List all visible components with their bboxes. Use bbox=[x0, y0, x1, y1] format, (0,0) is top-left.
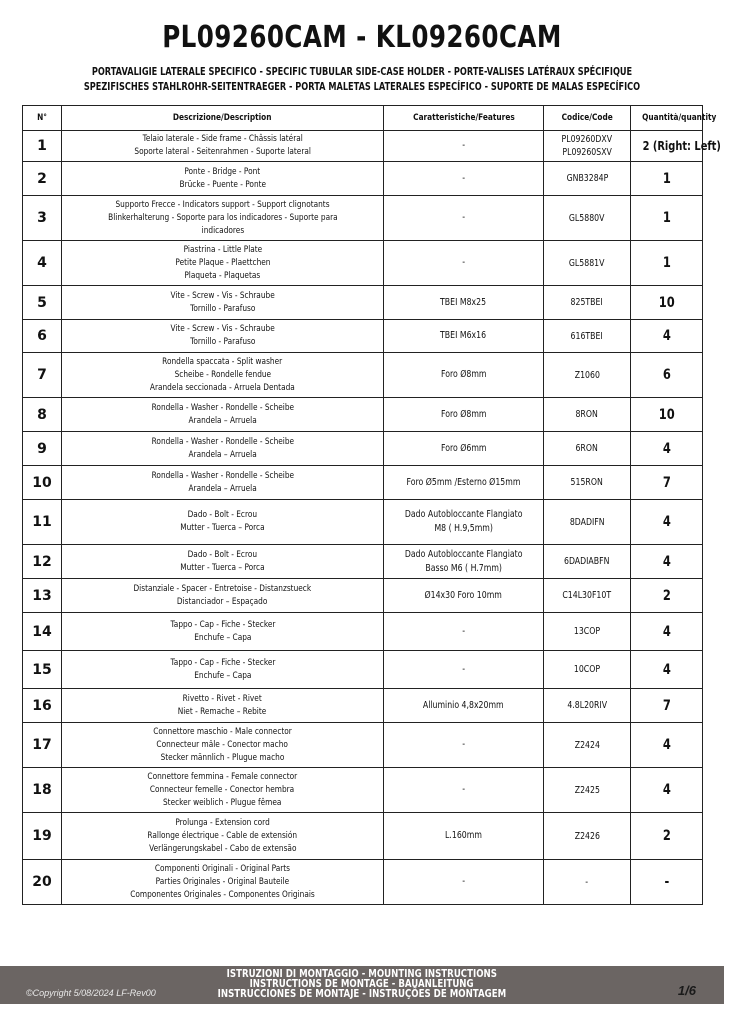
row-quantity: 4 bbox=[631, 500, 703, 545]
row-quantity: 1 bbox=[631, 241, 703, 286]
row-quantity: 1 bbox=[631, 162, 703, 196]
row-quantity: 2 bbox=[631, 813, 703, 860]
description-line: Arandela – Arruela bbox=[188, 483, 257, 494]
row-code bbox=[544, 500, 631, 545]
row-quantity: - bbox=[631, 860, 703, 905]
row-code bbox=[544, 723, 631, 768]
description-line: Blinkerhalterung - Soporte para los indicadores - Suporte para bbox=[107, 212, 338, 223]
table-row bbox=[23, 131, 703, 162]
row-number: 19 bbox=[23, 813, 62, 860]
row-quantity: 6 bbox=[631, 353, 703, 398]
row-number: 5 bbox=[23, 286, 62, 320]
row-quantity: 4 bbox=[631, 651, 703, 689]
description-line: Tornillo - Parafuso bbox=[189, 337, 256, 347]
row-number: 4 bbox=[23, 241, 62, 286]
row-code bbox=[544, 241, 631, 286]
description-line: Rondella - Washer - Rondelle - Scheibe bbox=[151, 436, 294, 447]
row-description bbox=[62, 651, 384, 689]
code-line: PL09260SXV bbox=[562, 147, 612, 158]
row-features: Dado Autobloccante Flangiato M8 ( H.9,5mm) bbox=[384, 500, 544, 545]
description-line: Distanciador – Espaçado bbox=[177, 596, 268, 607]
description-line: Niet - Remache – Rebite bbox=[178, 706, 267, 717]
row-code bbox=[544, 613, 631, 651]
row-description bbox=[62, 500, 384, 545]
row-description bbox=[62, 432, 384, 466]
row-code bbox=[544, 651, 631, 689]
row-number: 12 bbox=[23, 545, 62, 579]
row-quantity: 4 bbox=[631, 320, 703, 353]
description-line: Connettore femmina - Female connector bbox=[147, 771, 298, 782]
code-line: 6DADIABFN bbox=[564, 556, 610, 567]
row-number: 8 bbox=[23, 398, 62, 432]
description-line: Mutter - Tuerca – Porca bbox=[180, 562, 265, 573]
description-line: Petite Plaque - Plaettchen bbox=[174, 257, 271, 268]
description-line: Soporte lateral - Seitenrahmen - Suporte lateral bbox=[134, 147, 311, 157]
row-code bbox=[544, 162, 631, 196]
description-line: Arandela seccionada - Arruela Dentada bbox=[150, 382, 295, 393]
code-line: 10COP bbox=[573, 664, 601, 675]
row-features: Ø14x30 Foro 10mm bbox=[384, 579, 544, 613]
row-description bbox=[62, 613, 384, 651]
row-number: 13 bbox=[23, 579, 62, 613]
table-row bbox=[23, 813, 703, 860]
row-description bbox=[62, 466, 384, 500]
description-line: Componenti Originali - Original Parts bbox=[154, 863, 291, 874]
description-line: Connecteur femelle - Conector hembra bbox=[150, 784, 295, 795]
row-features: L.160mm bbox=[384, 813, 544, 860]
row-features: TBEI M6x16 bbox=[384, 320, 544, 353]
row-description bbox=[62, 398, 384, 432]
code-line: GNB3284P bbox=[566, 173, 608, 184]
description-line: Tappo - Cap - Fiche - Stecker bbox=[170, 619, 275, 630]
page-number: 1/6 bbox=[677, 983, 696, 998]
row-quantity: 1 bbox=[631, 196, 703, 241]
description-line: Dado - Bolt - Ecrou bbox=[187, 549, 258, 560]
code-line: 8DADIFN bbox=[569, 516, 605, 528]
row-quantity: 10 bbox=[631, 398, 703, 432]
description-line: Telaio laterale - Side frame - Châssis latéral bbox=[142, 134, 303, 144]
row-features: - bbox=[384, 131, 544, 162]
row-quantity: 2 (Right: Left) bbox=[631, 131, 703, 162]
description-line: Plaqueta - Plaquetas bbox=[184, 270, 261, 281]
row-code bbox=[544, 398, 631, 432]
row-code bbox=[544, 545, 631, 579]
table-row bbox=[23, 651, 703, 689]
table-row bbox=[23, 398, 703, 432]
row-code bbox=[544, 196, 631, 241]
column-header-description: Descrizione/Description bbox=[62, 106, 384, 131]
code-line: Z1060 bbox=[574, 369, 600, 381]
row-features: Foro Ø8mm bbox=[384, 353, 544, 398]
row-features: Alluminio 4,8x20mm bbox=[384, 689, 544, 723]
row-features: Foro Ø6mm bbox=[384, 432, 544, 466]
table-row bbox=[23, 768, 703, 813]
description-line: Rondella - Washer - Rondelle - Scheibe bbox=[151, 402, 294, 413]
row-code bbox=[544, 131, 631, 162]
parts-table-body bbox=[23, 131, 721, 905]
description-line: Rondella spaccata - Split washer bbox=[162, 356, 283, 367]
row-features: - bbox=[384, 723, 544, 768]
row-quantity: 7 bbox=[631, 689, 703, 723]
description-line: Ponte - Bridge - Pont bbox=[184, 166, 261, 177]
description-line: Arandela – Arruela bbox=[188, 415, 257, 426]
code-line: GL5881V bbox=[569, 257, 605, 269]
row-code bbox=[544, 320, 631, 353]
row-number: 2 bbox=[23, 162, 62, 196]
table-row bbox=[23, 613, 703, 651]
row-description bbox=[62, 689, 384, 723]
code-line: 6RON bbox=[575, 443, 599, 454]
description-line: Tappo - Cap - Fiche - Stecker bbox=[170, 657, 275, 668]
row-description bbox=[62, 320, 384, 353]
row-features: - bbox=[384, 241, 544, 286]
row-description bbox=[62, 813, 384, 860]
table-row bbox=[23, 320, 703, 353]
row-features: TBEI M8x25 bbox=[384, 286, 544, 320]
description-line: Prolunga - Extension cord bbox=[175, 817, 270, 828]
row-features: Foro Ø8mm bbox=[384, 398, 544, 432]
column-header-number: N° bbox=[23, 106, 62, 131]
row-number: 11 bbox=[23, 500, 62, 545]
description-line: Scheibe - Rondelle fendue bbox=[174, 369, 271, 380]
row-code bbox=[544, 579, 631, 613]
row-number: 10 bbox=[23, 466, 62, 500]
row-number: 16 bbox=[23, 689, 62, 723]
row-code bbox=[544, 689, 631, 723]
subtitle-line-2: SPEZIFISCHES STAHLROHR-SEITENTRAEGER - PORTA MALETAS LATERALES ESPECÍFICO - SUPORTE DE MALAS ESPECÍFICO bbox=[83, 81, 641, 93]
table-row bbox=[23, 353, 703, 398]
row-code bbox=[544, 432, 631, 466]
code-line: Z2426 bbox=[574, 830, 600, 842]
code-line: PL09260DXV bbox=[561, 134, 613, 145]
code-line: Z2425 bbox=[574, 784, 600, 796]
table-row bbox=[23, 162, 703, 196]
row-features: - bbox=[384, 651, 544, 689]
description-line: Distanziale - Spacer - Entretoise - Distanzstueck bbox=[133, 583, 312, 594]
table-row bbox=[23, 860, 703, 905]
code-line: 515RON bbox=[570, 477, 604, 488]
row-quantity: 4 bbox=[631, 432, 703, 466]
description-line: Stecker männlich - Plugue macho bbox=[160, 752, 285, 763]
row-description bbox=[62, 353, 384, 398]
row-description bbox=[62, 579, 384, 613]
row-number: 17 bbox=[23, 723, 62, 768]
row-description bbox=[62, 162, 384, 196]
row-number: 6 bbox=[23, 320, 62, 353]
row-code bbox=[544, 466, 631, 500]
table-row bbox=[23, 466, 703, 500]
description-line: Componentes Originales - Componentes Originais bbox=[130, 889, 315, 900]
footer-bar bbox=[0, 966, 724, 1004]
code-line: Z2424 bbox=[574, 739, 600, 751]
table-row bbox=[23, 723, 703, 768]
code-line: - bbox=[585, 876, 589, 888]
row-number: 14 bbox=[23, 613, 62, 651]
parts-table bbox=[22, 105, 721, 905]
row-number: 1 bbox=[23, 131, 62, 162]
row-quantity: 4 bbox=[631, 768, 703, 813]
row-quantity: 4 bbox=[631, 545, 703, 579]
row-features: - bbox=[384, 162, 544, 196]
description-line: Piastrina - Little Plate bbox=[183, 244, 262, 255]
table-row bbox=[23, 689, 703, 723]
copyright-text: ©Copyright 5/08/2024 LF-Rev00 bbox=[26, 988, 156, 998]
description-line: Parties Originales - Original Bauteile bbox=[155, 876, 290, 887]
row-features: - bbox=[384, 768, 544, 813]
row-description bbox=[62, 286, 384, 320]
description-line: indicadores bbox=[201, 225, 244, 236]
description-line: Mutter - Tuerca – Porca bbox=[180, 523, 265, 533]
row-quantity: 2 bbox=[631, 579, 703, 613]
subtitle-line-1: PORTAVALIGIE LATERALE SPECIFICO - SPECIFIC TUBULAR SIDE-CASE HOLDER - PORTE-VALISES LATÉRAUX SPÉCIFIQUE bbox=[91, 66, 633, 78]
row-features: - bbox=[384, 196, 544, 241]
row-description bbox=[62, 768, 384, 813]
description-line: Arandela – Arruela bbox=[188, 449, 257, 460]
description-line: Connecteur mâle - Conector macho bbox=[156, 739, 289, 750]
column-header-quantity: Quantità/quantity bbox=[631, 106, 703, 131]
table-row bbox=[23, 196, 703, 241]
code-line: C14L30F10T bbox=[562, 590, 612, 601]
footer-line-1: ISTRUZIONI DI MONTAGGIO - MOUNTING INSTRUCTIONS bbox=[226, 968, 498, 980]
row-number: 18 bbox=[23, 768, 62, 813]
row-description bbox=[62, 196, 384, 241]
row-description bbox=[62, 860, 384, 905]
description-line: Brücke - Puente - Ponte bbox=[179, 179, 266, 190]
row-number: 15 bbox=[23, 651, 62, 689]
row-description bbox=[62, 545, 384, 579]
description-line: Enchufe – Capa bbox=[193, 632, 252, 643]
description-line: Rallonge électrique - Cable de extensión bbox=[147, 830, 298, 841]
description-line: Tornillo - Parafuso bbox=[189, 303, 256, 314]
code-line: 8RON bbox=[575, 409, 599, 420]
row-code bbox=[544, 860, 631, 905]
document-title: PL09260CAM - KL09260CAM bbox=[162, 20, 562, 55]
description-line: Vite - Screw - Vis - Schraube bbox=[170, 290, 275, 301]
description-line: Stecker weiblich - Plugue fêmea bbox=[163, 797, 282, 808]
row-description bbox=[62, 723, 384, 768]
code-line: 4.8L20RIV bbox=[567, 700, 607, 711]
table-row bbox=[23, 286, 703, 320]
table-row bbox=[23, 432, 703, 466]
row-code bbox=[544, 813, 631, 860]
row-number: 3 bbox=[23, 196, 62, 241]
row-number: 9 bbox=[23, 432, 62, 466]
code-line: 616TBEI bbox=[570, 330, 604, 342]
code-line: 13COP bbox=[573, 626, 601, 637]
row-quantity: 4 bbox=[631, 613, 703, 651]
description-line: Supporto Frecce - Indicators support - Support clignotants bbox=[115, 199, 330, 210]
description-line: Dado - Bolt - Ecrou bbox=[187, 510, 258, 520]
column-header-features: Caratteristiche/Features bbox=[384, 106, 544, 131]
description-line: Rondella - Washer - Rondelle - Scheibe bbox=[151, 470, 294, 481]
row-quantity: 7 bbox=[631, 466, 703, 500]
description-line: Verlängerungskabel - Cabo de extensão bbox=[148, 843, 297, 854]
row-features: Foro Ø5mm /Esterno Ø15mm bbox=[384, 466, 544, 500]
description-line: Connettore maschio - Male connector bbox=[153, 726, 292, 737]
description-line: Enchufe – Capa bbox=[193, 670, 252, 681]
row-code bbox=[544, 353, 631, 398]
row-code bbox=[544, 768, 631, 813]
row-quantity: 10 bbox=[631, 286, 703, 320]
table-row bbox=[23, 579, 703, 613]
row-features: - bbox=[384, 613, 544, 651]
code-line: GL5880V bbox=[569, 212, 605, 224]
row-quantity: 4 bbox=[631, 723, 703, 768]
row-number: 7 bbox=[23, 353, 62, 398]
table-row bbox=[23, 545, 703, 579]
table-row bbox=[23, 241, 703, 286]
row-description bbox=[62, 241, 384, 286]
footer-line-3: INSTRUCCIONES DE MONTAJE - INSTRUÇÕES DE MONTAGEM bbox=[217, 988, 507, 1000]
row-features: - bbox=[384, 860, 544, 905]
table-row bbox=[23, 500, 703, 545]
row-code bbox=[544, 286, 631, 320]
description-line: Vite - Screw - Vis - Schraube bbox=[170, 324, 275, 334]
table-header-row bbox=[23, 106, 703, 131]
row-number: 20 bbox=[23, 860, 62, 905]
description-line: Rivetto - Rivet - Rivet bbox=[182, 693, 263, 704]
column-header-code: Codice/Code bbox=[544, 106, 631, 131]
footer-line-2: INSTRUCTIONS DE MONTAGE - BAUANLEITUNG bbox=[249, 978, 474, 990]
code-line: 825TBEI bbox=[570, 297, 604, 308]
row-description bbox=[62, 131, 384, 162]
row-features: Dado Autobloccante Flangiato Basso M6 ( H.7mm) bbox=[384, 545, 544, 579]
